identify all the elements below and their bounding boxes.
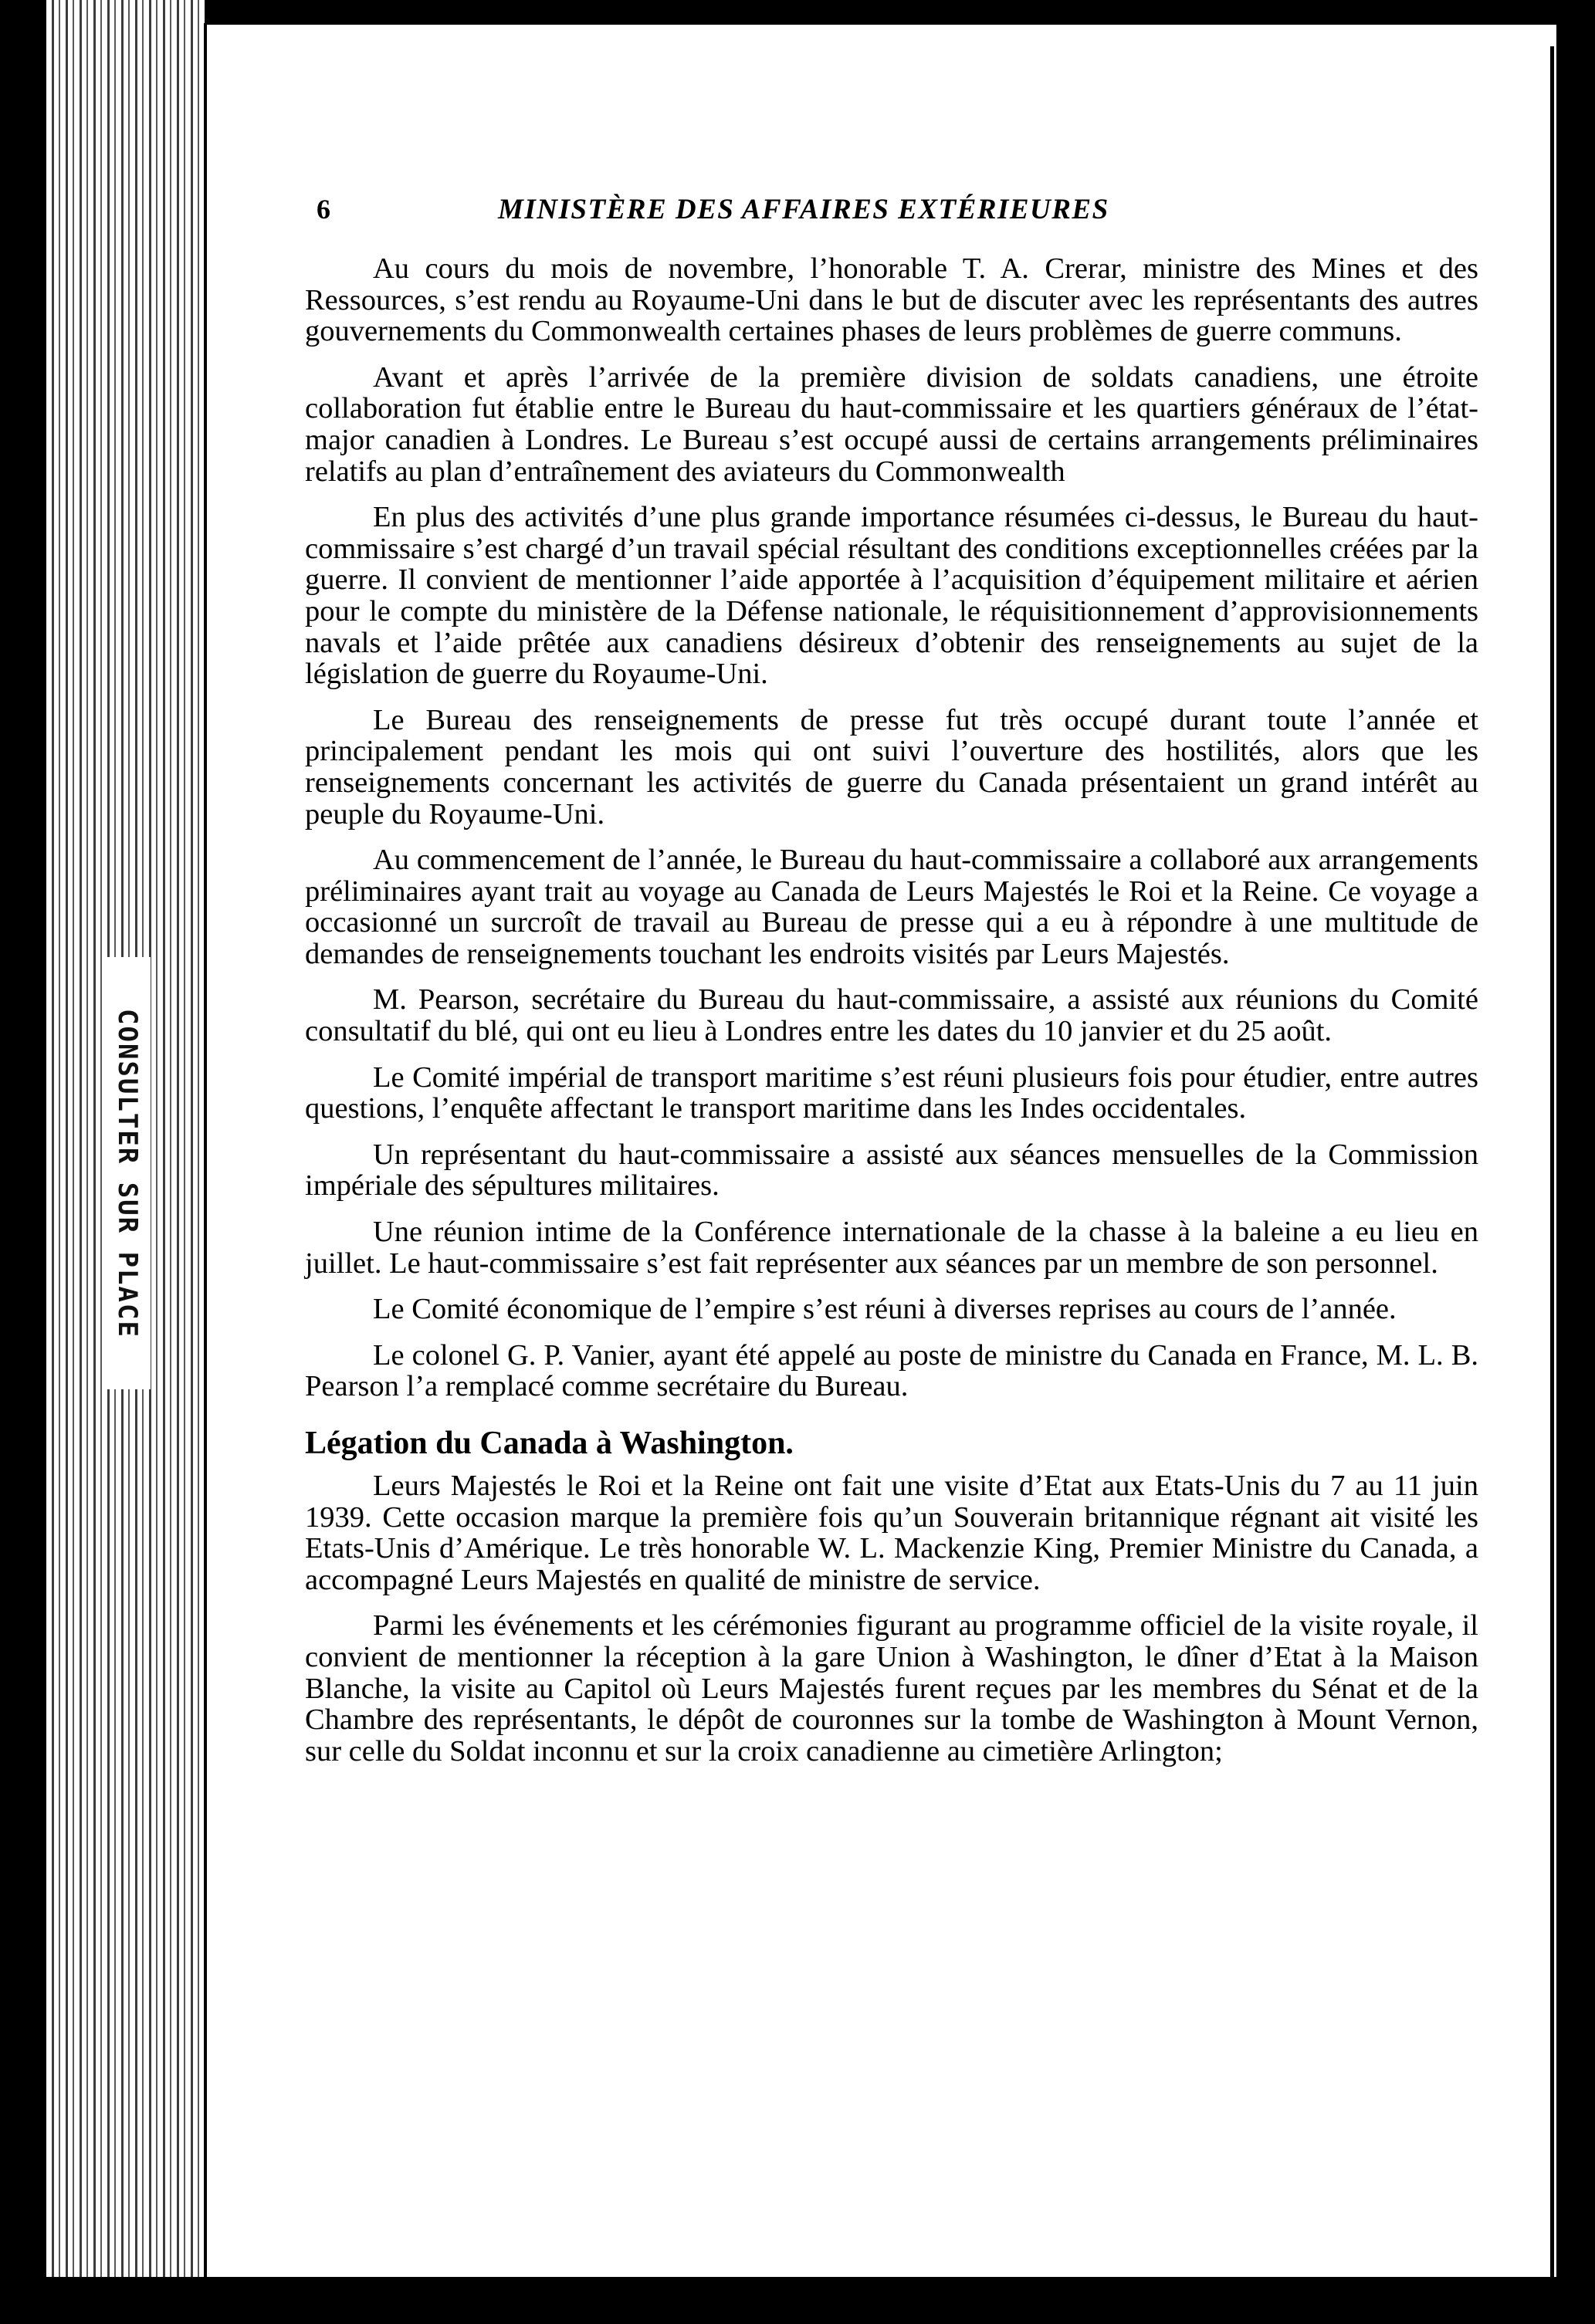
paragraph: Leurs Majestés le Roi et la Reine ont fait une visite d’Etat aux Etats-Unis du 7 au 11 juin 1939. Cette occasion marque la première fois qu’un Souverain britannique régnant ait visité les Etats-Unis d’Amérique. Le très honorable W. L. Mackenzie King, Premier Ministre du Canada, a accompagné Leurs Majestés en qualité de ministre de service.	[305, 1470, 1478, 1596]
page-number: 6	[317, 194, 330, 225]
adjacent-page-letter: g	[1572, 2023, 1586, 2054]
paragraph: Une réunion intime de la Conférence internationale de la chasse à la baleine a eu lieu en juillet. Le haut-commissaire s’est fait représenter aux séances par un membre de son personnel.	[305, 1216, 1478, 1280]
paragraph: Le Comité économique de l’empire s’est réuni à diverses reprises au cours de l’année.	[373, 1293, 1397, 1326]
adjacent-page-letter: s	[1572, 1791, 1583, 1822]
adjacent-page-letter: c	[1572, 1699, 1584, 1730]
text-column	[305, 193, 1478, 1781]
paragraph: M. Pearson, secrétaire du Bureau du haut-commissaire, a assisté aux réunions du Comité consultatif du blé, qui ont eu lieu à Londres entre les dates du 10 janvier et du 25 août.	[305, 983, 1478, 1048]
binding-stamp-text: CONSULTER SUR PLACE	[112, 1008, 143, 1338]
scan-border-bottom	[0, 2277, 1595, 2324]
paragraph: Un représentant du haut-commissaire a assisté aux séances mensuelles de la Commission impériale des sépultures militaires.	[305, 1138, 1478, 1203]
scan-border-top	[205, 0, 1595, 25]
adjacent-page-letter: d	[1572, 1992, 1588, 2023]
paragraph: Au commencement de l’année, le Bureau du haut-commissaire a collaboré aux arrangements préliminaires ayant trait au voyage au Canada de Leurs Majestés le Roi et la Reine. Ce voyage a occasionné un surcroît de travail au Bureau de presse qui a eu à répondre à une multitude de demandes de renseignements touchant les endroits visités par Leurs Majestés.	[305, 844, 1478, 970]
adjacent-page-letter: d	[1572, 1930, 1588, 1961]
paragraph: Le Bureau des renseignements de presse fut très occupé durant toute l’année et principalement pendant les mois qui ont suivi l’ouverture des hostilités, alors que les renseignements concernant les activités de guerre du Canada présentaient un grand intérêt au peuple du Royaume-Uni.	[305, 703, 1478, 830]
paragraph: Parmi les événements et les cérémonies figurant au programme officiel de la visite royale, il convient de mentionner la réception à la gare Union à Washington, le dîner d’Etat à la Maison Blanche, la visite au Capitol où Leurs Majestés furent reçues par les membres du Sénat et de la Chambre des représentants, le dépôt de couronnes sur la tombe de Washington à Mount Vernon, sur celle du Soldat inconnu et sur la croix canadienne au cimetière Arlington;	[305, 1609, 1478, 1768]
adjacent-page-letter: à	[1572, 2054, 1586, 2085]
adjacent-page-letter: l	[1572, 1421, 1580, 1452]
page-edge-right	[1550, 46, 1554, 2277]
adjacent-page-letter: l	[1572, 1452, 1580, 1483]
adjacent-page-letter: u	[1572, 1730, 1588, 1761]
paragraph: Au cours du mois de novembre, l’honorable T. A. Crerar, ministre des Mines et des Ressources, s’est rendu au Royaume-Uni dans le but de discuter avec les représentants des autres gouvernements du Commonwealth certaines phases de leurs problèmes de guerre communs.	[305, 252, 1478, 348]
adjacent-page-letter: I	[1572, 1552, 1583, 1583]
adjacent-page-letter: l	[1572, 1668, 1580, 1699]
running-head: MINISTÈRE DES AFFAIRES EXTÉRIEURES	[498, 194, 1109, 225]
adjacent-page-letter: a	[1572, 1961, 1586, 1992]
adjacent-page-letter: l	[1572, 1761, 1580, 1791]
section-heading: Légation du Canada à Washington.	[305, 1426, 794, 1461]
adjacent-page-letter: I	[1572, 1521, 1583, 1552]
page-edge-left	[204, 23, 207, 2285]
scan-border-left	[0, 0, 46, 2324]
page-header	[305, 193, 1478, 239]
paragraph: Le Comité impérial de transport maritime s’est réuni plusieurs fois pour étudier, entre autres questions, l’enquête affectant le transport maritime dans les Indes occidentales.	[305, 1061, 1478, 1125]
binding-stamp	[104, 957, 151, 1389]
paragraph: Le colonel G. P. Vanier, ayant été appelé au poste de ministre du Canada en France, M. L. B. Pearson l’a remplacé comme secrétaire du Bureau.	[305, 1338, 1478, 1403]
adjacent-page-letter: l	[1572, 1390, 1580, 1421]
paragraph: Avant et après l’arrivée de la première division de soldats canadiens, une étroite collaboration fut établie entre le Bureau du haut-commissaire et les quartiers généraux de l’état-major canadien à Londres. Le Bureau s’est occupé aussi de certains arrangements préliminaires relatifs au plan d’entraînement des aviateurs du Commonwealth	[305, 360, 1478, 488]
adjacent-page-letter: e	[1572, 1822, 1584, 1853]
paragraph: En plus des activités d’une plus grande importance résumées ci-dessus, le Bureau du haut-commissaire s’est chargé d’un travail spécial résultant des conditions exceptionnelles créées par la guerre. Il convient de mentionner l’aide apportée à l’acquisition d’équipement militaire et aérien pour le compte du ministère de la Défense nationale, le réquisitionnement d’approvisionnements navals et l’aide prêtée aux canadiens désireux d’obtenir des renseignements au sujet de la législation de guerre du Royaume-Uni.	[305, 501, 1478, 691]
